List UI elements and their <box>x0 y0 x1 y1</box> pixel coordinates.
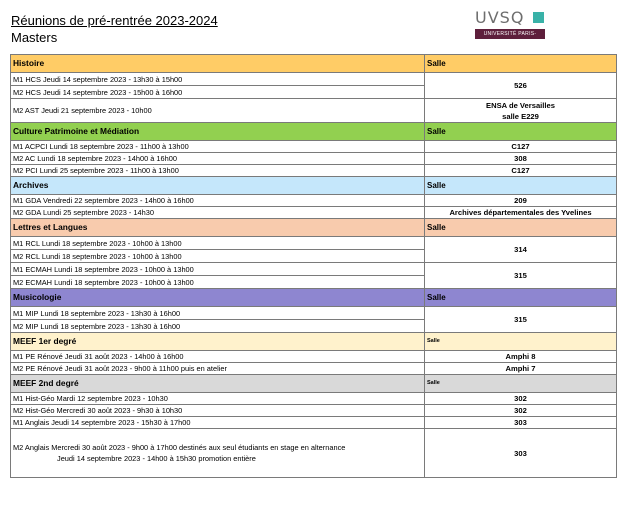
table-row <box>11 141 617 153</box>
room-cell <box>425 351 617 363</box>
room-name: 526 <box>514 81 527 90</box>
room-cell <box>425 307 617 333</box>
title-line-1: Réunions de pré-rentrée 2023-2024 <box>11 13 218 28</box>
meeting-cell <box>11 73 425 86</box>
table-row <box>11 363 617 375</box>
meeting-text: M2 GDA Lundi 25 septembre 2023 - 14h30 <box>13 208 154 217</box>
salle-header: Salle <box>425 219 617 237</box>
meeting-text: M2 Hist-Géo Mercredi 30 août 2023 - 9h30 à 10h30 <box>13 406 183 415</box>
schedule-table <box>10 54 617 478</box>
room-cell <box>425 429 617 478</box>
meeting-text: M2 MIP Lundi 18 septembre 2023 - 13h30 à 16h00 <box>13 321 181 331</box>
room-name: 315 <box>514 271 527 280</box>
meeting-text: M2 PE Rénové Jeudi 31 août 2023 - 9h00 à 11h00 puis en atelier <box>13 364 227 373</box>
meeting-text: M2 HCS Jeudi 14 septembre 2023 - 15h00 à 16h00 <box>13 87 183 97</box>
table-row <box>11 393 617 405</box>
section-title: MEEF 2nd degré <box>11 375 425 393</box>
table-row <box>11 351 617 363</box>
room-cell <box>425 153 617 165</box>
table-row <box>11 417 617 429</box>
room-name: C127 <box>511 166 530 175</box>
room-name: 302 <box>514 406 527 415</box>
table-row <box>11 165 617 177</box>
meeting-text: M2 PCI Lundi 25 septembre 2023 - 11h00 à 13h00 <box>13 166 179 175</box>
room-name: ENSA de Versailles <box>486 100 555 110</box>
room-cell <box>425 363 617 375</box>
table-row <box>11 153 617 165</box>
room-cell <box>425 417 617 429</box>
room-name: C127 <box>511 142 530 151</box>
room-cell <box>425 263 617 289</box>
meeting-cell <box>11 153 425 165</box>
table-row <box>11 207 617 219</box>
table-row <box>11 307 617 320</box>
meeting-cell <box>11 320 425 333</box>
table-row <box>11 237 617 250</box>
meeting-cell <box>11 250 425 263</box>
room-cell <box>425 393 617 405</box>
room-name: 303 <box>514 448 527 458</box>
meeting-text: M2 AC Lundi 18 septembre 2023 - 14h00 à 16h00 <box>13 154 177 163</box>
section-header <box>11 289 617 307</box>
uvsq-logo <box>475 8 545 47</box>
title-line-2: Masters <box>11 30 58 45</box>
salle-header: Salle <box>425 333 617 351</box>
meeting-cell <box>11 307 425 320</box>
meeting-text: M1 ACPCI Lundi 18 septembre 2023 - 11h00 à 13h00 <box>13 142 189 151</box>
meeting-cell <box>11 237 425 250</box>
meeting-text: M2 Anglais Mercredi 30 août 2023 - 9h00 à 17h00 destinés aux seul étudiants en stage en alternance <box>13 443 346 452</box>
room-name: 209 <box>514 196 527 205</box>
room-name: 314 <box>514 245 527 254</box>
table-row <box>11 405 617 417</box>
meeting-text: M1 PE Rénové Jeudi 31 août 2023 - 14h00 à 16h00 <box>13 352 184 361</box>
meeting-cell <box>11 351 425 363</box>
meeting-text: M1 Anglais Jeudi 14 septembre 2023 - 15h30 à 17h00 <box>13 418 191 427</box>
meeting-cell <box>11 429 425 478</box>
meeting-cell <box>11 405 425 417</box>
section-header <box>11 177 617 195</box>
section-title: Archives <box>11 177 425 195</box>
room-cell <box>425 195 617 207</box>
meeting-text: M1 GDA Vendredi 22 septembre 2023 - 14h00 à 16h00 <box>13 196 194 205</box>
section-title: Lettres et Langues <box>11 219 425 237</box>
room-name: 308 <box>514 154 527 163</box>
room-cell <box>425 141 617 153</box>
room-cell <box>425 73 617 99</box>
meeting-cell <box>11 86 425 99</box>
room-cell <box>425 207 617 219</box>
meeting-text: M1 Hist-Géo Mardi 12 septembre 2023 - 10h30 <box>13 394 168 403</box>
room-name: Amphi 7 <box>505 364 536 373</box>
table-row <box>11 99 617 123</box>
room-cell <box>425 237 617 263</box>
section-header <box>11 333 617 351</box>
salle-header: Salle <box>425 177 617 195</box>
room-cell <box>425 165 617 177</box>
room-name: Amphi 8 <box>505 352 536 361</box>
section-header <box>11 55 617 73</box>
room-name-2: salle E229 <box>502 111 539 121</box>
meeting-cell <box>11 165 425 177</box>
salle-header: Salle <box>425 123 617 141</box>
section-title: Histoire <box>11 55 425 73</box>
meeting-text: M2 RCL Lundi 18 septembre 2023 - 10h00 à 13h00 <box>13 251 182 261</box>
room-name: 315 <box>514 315 527 324</box>
room-name: 303 <box>514 418 527 427</box>
meeting-cell <box>11 393 425 405</box>
table-row <box>11 73 617 86</box>
meeting-cell <box>11 141 425 153</box>
section-header <box>11 123 617 141</box>
room-name: 302 <box>514 394 527 403</box>
salle-header: Salle <box>425 375 617 393</box>
room-cell <box>425 99 617 123</box>
meeting-cell <box>11 195 425 207</box>
room-cell <box>425 405 617 417</box>
section-header <box>11 375 617 393</box>
logo-square-icon <box>533 12 544 23</box>
salle-header: Salle <box>425 55 617 73</box>
section-title: Musicologie <box>11 289 425 307</box>
meeting-cell <box>11 363 425 375</box>
meeting-text: M1 ECMAH Lundi 18 septembre 2023 - 10h00 à 13h00 <box>13 264 194 274</box>
table-row <box>11 195 617 207</box>
logo-word: UVSQ <box>475 8 525 27</box>
meeting-text: M2 AST Jeudi 21 septembre 2023 - 10h00 <box>13 106 152 115</box>
meeting-text: M1 MIP Lundi 18 septembre 2023 - 13h30 à 16h00 <box>13 308 181 318</box>
meeting-text: M1 RCL Lundi 18 septembre 2023 - 10h00 à 13h00 <box>13 238 182 248</box>
table-row <box>11 263 617 276</box>
meeting-cell <box>11 99 425 123</box>
meeting-text: M2 ECMAH Lundi 18 septembre 2023 - 10h00 à 13h00 <box>13 277 194 287</box>
section-title: MEEF 1er degré <box>11 333 425 351</box>
section-title: Culture Patrimoine et Médiation <box>11 123 425 141</box>
page-title <box>11 12 218 46</box>
salle-header: Salle <box>425 289 617 307</box>
meeting-cell <box>11 263 425 276</box>
room-name: Archives départementales des Yvelines <box>449 208 592 217</box>
meeting-text-2: Jeudi 14 septembre 2023 - 14h00 à 15h30 promotion entière <box>57 454 256 463</box>
meeting-cell <box>11 207 425 219</box>
meeting-cell <box>11 276 425 289</box>
meeting-text: M1 HCS Jeudi 14 septembre 2023 - 13h30 à 15h00 <box>13 74 183 84</box>
section-header <box>11 219 617 237</box>
table-row <box>11 429 617 478</box>
logo-band: UNIVERSITÉ PARIS-SACLAY <box>475 29 545 39</box>
meeting-cell <box>11 417 425 429</box>
